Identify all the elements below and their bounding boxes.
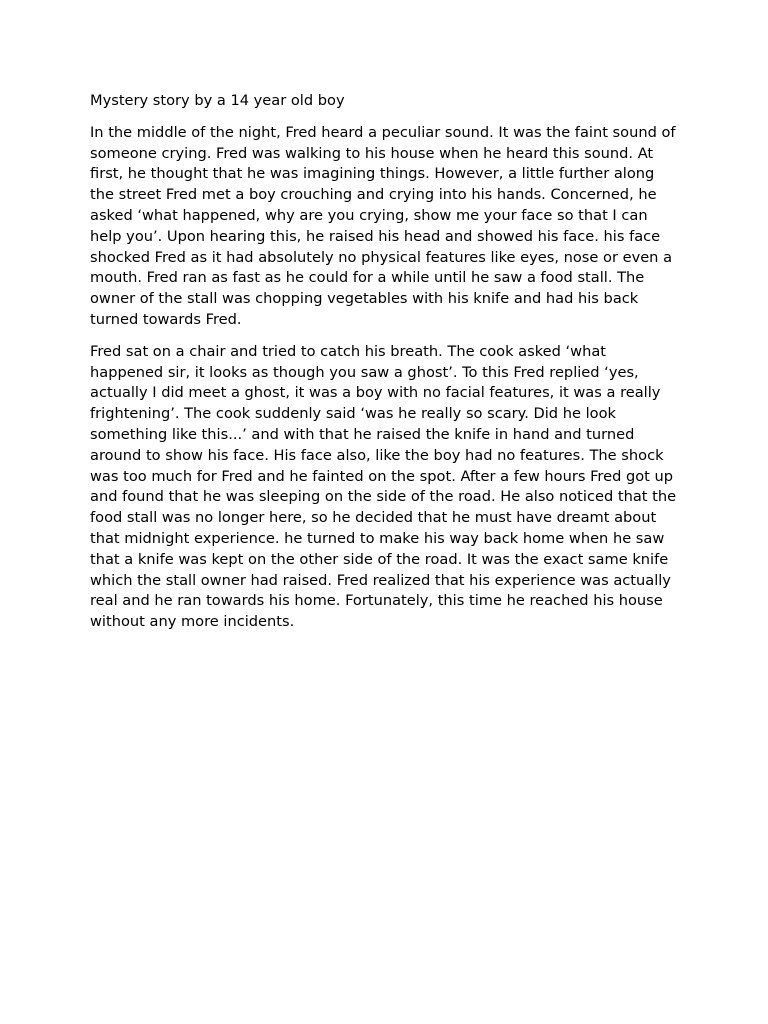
story-paragraph-2: Fred sat on a chair and tried to catch his breath. The cook asked ‘what happened sir, it looks as though you saw a ghost’. To this Fred replied ‘yes, actually I did meet a ghost, it was a boy with no facial features, it was a really frightening’. The cook suddenly said ‘was he really so scary. Did he look something like this...’ and with that he raised the knife in hand and turned around to show his face. His face also, like the boy had no features. The shock was too much for Fred and he fainted on the spot. After a few hours Fred got up and found that he was sleeping on the side of the road. He also noticed that the food stall was no longer here, so he decided that he must have dreamt about that midnight experience. he turned to make his way back home when he saw that a knife was kept on the other side of the road. It was the exact same knife which the stall owner had raised. Fred realized that his experience was actually real and he ran towards his home. Fortunately, this time he reached his house without any more incidents.	[90, 342, 677, 631]
document-body	[90, 91, 682, 644]
story-paragraph-1: In the middle of the night, Fred heard a peculiar sound. It was the faint sound of someone crying. Fred was walking to his house when he heard this sound. At first, he thought that he was imagining things. However, a little further along the street Fred met a boy crouching and crying into his hands. Concerned, he asked ‘what happened, why are you crying, show me your face so that I can help you’. Upon hearing this, he raised his head and showed his face. his face shocked Fred as it had absolutely no physical features like eyes, nose or even a mouth. Fred ran as fast as he could for a while until he saw a food stall. The owner of the stall was chopping vegetables with his knife and had his back turned towards Fred.	[90, 123, 676, 328]
document-title: Mystery story by a 14 year old boy	[90, 92, 345, 109]
